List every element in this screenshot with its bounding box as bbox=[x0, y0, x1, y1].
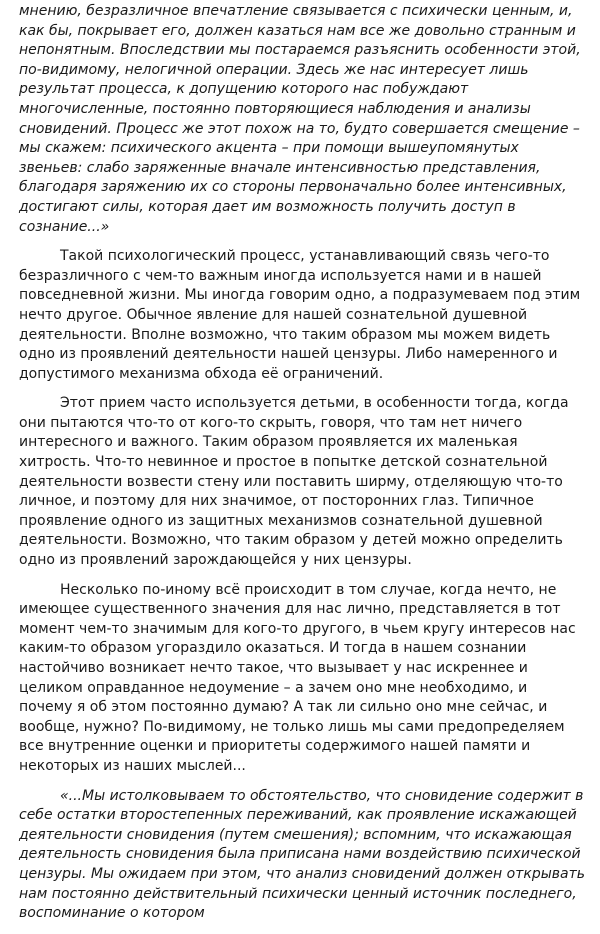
document-page bbox=[19, 2, 585, 934]
body-paragraph-children-technique: Этот прием часто используется детьми, в особенности тогда, когда они пытаются что-то от кого-то скрыть, говоря, что там нет ничего интересного и важного. Таким образом проявляется их маленькая хитрость. Что-то невинное и простое в попытке детской сознательной деятельности возвести стену или поставить ширму, отделяющую что-то личное, и поэтому для них значимое, от посторонних глаз. Типичное проявление одного из защитных механизмов сознательной душевной деятельности. Возможно, что таким образом у детей можно определить одно из проявлений зарождающейся у них цензуры. bbox=[19, 395, 569, 569]
quote-paragraph-continued: мнению, безразличное впечатление связывается с психически ценным, и, как бы, покрывает его, должен казаться нам все же довольно странным и непонятным. Впоследствии мы постараемся разъяснить особенности этой, по-видимому, нелогичной операции. Здесь же нас интересует лишь результат процесса, к допущению которого нас побуждают многочисленные, постоянно повторяющиеся наблюдения и анализы сновидений. Процесс же этот похож на то, будто совершается смещение – мы скажем: психического акцента – при помощи вышеупомянутых звеньев: слабо заряженные вначале интенсивностью представления, благодаря заряжению их со стороны первоначально более интенсивных, достигают силы, которая дает им возможность получить доступ в сознание...» bbox=[19, 3, 581, 235]
quote-paragraph-dream-analysis: «...Мы истолковываем то обстоятельство, что сновидение содержит в себе остатки второстепенных переживаний, как проявление искажающей деятельности сновидения (путем смешения); вспомним, что искажающая деятельность сновидения была приписана нами воздействию психической цензуры. Мы ожидаем при этом, что анализ сновидений должен открывать нам постоянно действительный психически ценный источник последнего, воспоминание о котором bbox=[19, 787, 585, 922]
body-paragraph-other-interests: Несколько по-иному всё происходит в том случае, когда нечто, не имеющее существенного значения для нас лично, представляется в тот момент чем-то значимым для кого-то другого, в чьем кругу интересов нас каким-то образом угораздило оказаться. И тогда в нашем сознании настойчиво возникает нечто такое, что вызывает у нас искреннее и целиком оправданное недоумение – а зачем оно мне необходимо, и почему я об этом постоянно думаю? А так ли сильно оно мне сейчас, и вообще, нужно? По-видимому, не только лишь мы сами предопределяем все внутренние оценки и приоритеты содержимого нашей памяти и некоторых из наших мыслей... bbox=[19, 581, 576, 774]
body-paragraph-psychological-process: Такой психологический процесс, устанавливающий связь чего-то безразличного с чем-то важным иногда используется нами и в нашей повседневной жизни. Мы иногда говорим одно, а подразумеваем под этим нечто другое. Обычное явление для нашей сознательной душевной деятельности. Вполне возможно, что таким образом мы можем видеть одно из проявлений деятельности нашей цензуры. Либо намеренного и допустимого механизма обхода её ограничений. bbox=[19, 248, 581, 382]
